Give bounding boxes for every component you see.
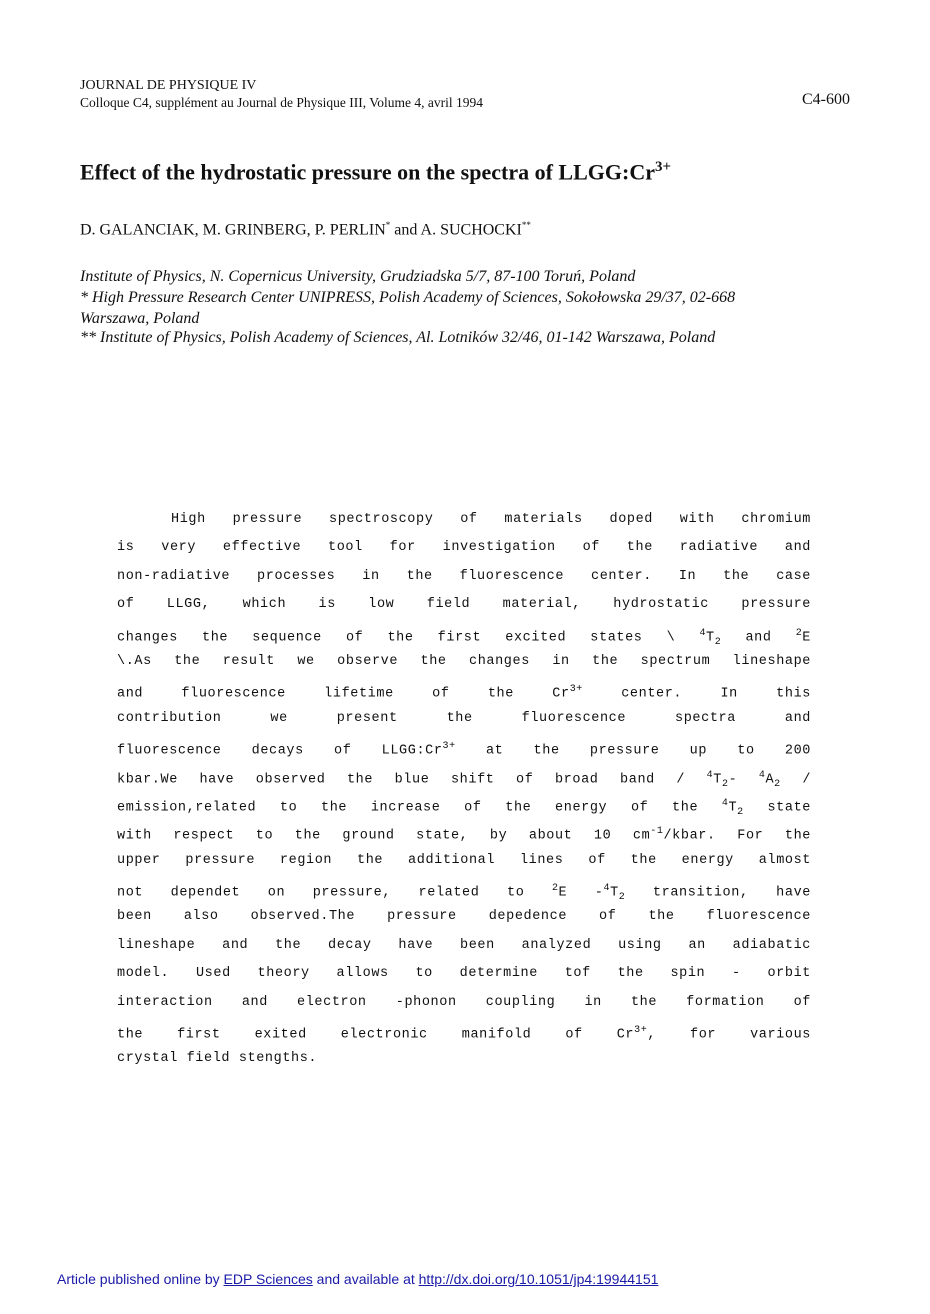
abstract-line: \.As the result we observe the changes in the spectrum lineshape — [117, 653, 811, 669]
paper-title — [80, 152, 671, 187]
superscript: 4 — [699, 627, 707, 639]
affiliation-1: Institute of Physics, N. Copernicus University, Grudziadska 5/7, 87-100 Toruń, Poland — [80, 268, 636, 285]
title-superscript: 3+ — [654, 159, 672, 175]
abstract-line: non-radiative processes in the fluorescence center. In the case — [117, 568, 811, 584]
author-marker-2: ** — [521, 220, 531, 230]
text-run: state — [743, 800, 811, 816]
text-run: , for various — [647, 1027, 811, 1043]
text-run: the first exited electronic manifold of Cr — [117, 1027, 635, 1043]
text-run: and — [721, 630, 796, 646]
text-run: T — [706, 630, 715, 646]
text-run: kbar.We have observed the blue shift of broad band / — [117, 772, 707, 788]
superscript: 3+ — [634, 1025, 648, 1037]
superscript: 4 — [603, 883, 611, 895]
abstract-line: of LLGG, which is low field material, hydrostatic pressure — [117, 597, 811, 613]
subscript: 2 — [618, 892, 626, 904]
superscript: 4 — [758, 769, 766, 781]
abstract-line: been also observed.The pressure depedence of the fluorescence — [117, 909, 811, 925]
superscript: 4 — [706, 769, 714, 781]
text-run: not dependet on pressure, related to — [117, 885, 552, 901]
abstract-line — [117, 790, 811, 818]
affiliation-2: * High Pressure Research Center UNIPRESS, Polish Academy of Sciences, Sokołowska 29/37, 02-668 — [80, 289, 736, 306]
abstract-line — [117, 620, 811, 648]
text-run: T — [713, 772, 722, 788]
abstract-line — [117, 733, 811, 761]
abstract-line — [117, 875, 811, 903]
text-run: A — [765, 772, 775, 788]
colloque-line: Colloque C4, supplément au Journal de Physique III, Volume 4, avril 1994 — [80, 95, 483, 110]
subscript: 2 — [714, 636, 722, 648]
authors-part-1: D. GALANCIAK, M. GRINBERG, P. PERLIN — [80, 221, 386, 239]
publication-footer — [57, 1271, 658, 1287]
text-run: - — [728, 772, 759, 788]
superscript: 2 — [795, 627, 803, 639]
text-run: fluorescence decays of LLGG:Cr — [117, 743, 443, 759]
abstract-line: model. Used theory allows to determine tof the spin - orbit — [117, 966, 811, 982]
affiliation-2-cont: Warszawa, Poland — [80, 310, 200, 327]
subscript: 2 — [721, 778, 729, 790]
text-run: T — [610, 885, 619, 901]
abstract-line: contribution we present the fluorescence spectra and — [117, 710, 811, 726]
footer-middle: and available at — [312, 1271, 419, 1287]
doi-link[interactable]: http://dx.doi.org/10.1051/jp4:19944151 — [418, 1271, 659, 1287]
abstract-line — [117, 676, 811, 704]
superscript: 2 — [551, 883, 559, 895]
abstract-line: interaction and electron -phonon coupling in the formation of — [117, 994, 811, 1010]
abstract-line — [117, 762, 811, 790]
abstract-line — [117, 818, 811, 846]
abstract-line: is very effective tool for investigation of the radiative and — [117, 540, 811, 556]
abstract-line: crystal field stengths. — [117, 1051, 318, 1067]
affiliation-3: ** Institute of Physics, Polish Academy of Sciences, Al. Lotników 32/46, 01-142 Warszawa, Poland — [80, 329, 716, 346]
edp-sciences-link[interactable]: EDP Sciences — [223, 1271, 313, 1287]
abstract-line: High pressure spectroscopy of materials doped with chromium — [171, 512, 811, 527]
text-run: center. In this — [582, 686, 811, 702]
abstract-line: upper pressure region the additional lines of the energy almost — [117, 852, 811, 868]
text-run: with respect to the ground state, by about 10 cm — [117, 828, 651, 844]
subscript: 2 — [774, 778, 781, 790]
journal-name: JOURNAL DE PHYSIQUE IV — [80, 78, 257, 93]
abstract-line: lineshape and the decay have been analyzed using an adiabatic — [117, 937, 811, 953]
author-marker-1: * — [385, 220, 391, 230]
superscript: 3+ — [569, 684, 583, 696]
superscript: 4 — [721, 797, 729, 809]
superscript: -1 — [650, 826, 664, 838]
title-text: Effect of the hydrostatic pressure on the spectra of LLGG:Cr — [80, 159, 655, 185]
authors-part-2: and A. SUCHOCKI — [390, 221, 522, 239]
text-run: T — [728, 800, 738, 816]
text-run: at the pressure up to 200 — [455, 743, 811, 759]
footer-prefix: Article published online by — [57, 1271, 224, 1287]
text-run: transition, have — [625, 885, 811, 901]
superscript: 3+ — [442, 741, 456, 753]
abstract — [117, 506, 811, 1074]
text-run: emission,related to the increase of the energy of the — [117, 800, 722, 816]
subscript: 2 — [737, 807, 744, 819]
text-run: changes the sequence of the first excited states \ — [117, 630, 700, 646]
author-list — [80, 220, 531, 239]
text-run: /kbar. For the — [663, 828, 811, 844]
text-run: / — [780, 772, 812, 788]
text-run: E - — [558, 885, 604, 901]
page-number: C4-600 — [802, 91, 850, 108]
abstract-line — [117, 1017, 811, 1045]
text-run: and fluorescence lifetime of the Cr — [117, 686, 570, 702]
text-run: E — [802, 630, 811, 646]
